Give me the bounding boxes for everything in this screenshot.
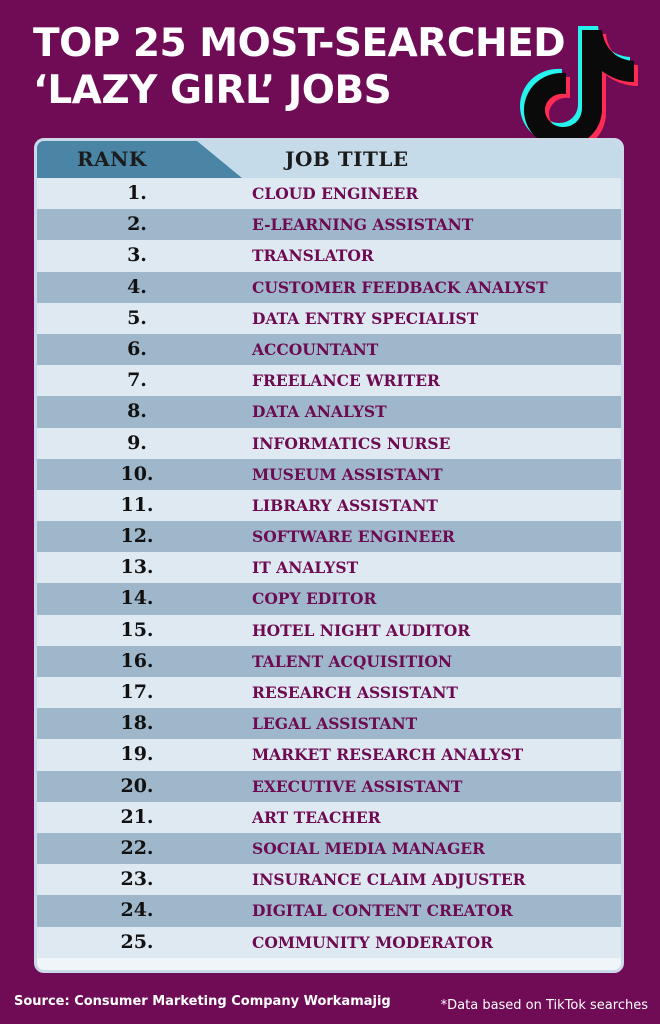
table-row — [37, 802, 621, 833]
rank-cell: 10. — [120, 462, 154, 485]
table-row — [37, 615, 621, 646]
rank-cell: 15. — [120, 618, 154, 641]
job-title-column-header: JOB TITLE — [285, 147, 409, 171]
rank-cell: 25. — [120, 930, 154, 953]
rank-cell: 7. — [127, 369, 147, 392]
job-title-cell: EXECUTIVE ASSISTANT — [252, 776, 463, 796]
table-row — [37, 459, 621, 490]
job-title-cell: INFORMATICS NURSE — [252, 433, 451, 453]
rank-column-header: RANK — [77, 147, 147, 171]
job-title-cell: FREELANCE WRITER — [252, 371, 440, 391]
job-title-cell: CUSTOMER FEEDBACK ANALYST — [252, 277, 548, 297]
job-title-cell: COMMUNITY MODERATOR — [252, 932, 493, 952]
rank-cell: 6. — [127, 337, 147, 360]
table-row — [37, 396, 621, 427]
table-row — [37, 428, 621, 459]
table-body — [37, 178, 621, 958]
rank-cell: 21. — [120, 805, 154, 828]
table-row — [37, 708, 621, 739]
job-title-cell: ACCOUNTANT — [252, 339, 379, 359]
rank-cell: 4. — [127, 275, 147, 298]
job-title-cell: DATA ENTRY SPECIALIST — [252, 308, 479, 328]
job-title-cell: MUSEUM ASSISTANT — [252, 464, 443, 484]
table-row — [37, 365, 621, 396]
table-row — [37, 583, 621, 614]
rank-cell: 9. — [127, 431, 147, 454]
job-title-cell: DATA ANALYST — [252, 402, 387, 422]
job-title-cell: INSURANCE CLAIM ADJUSTER — [252, 870, 526, 890]
job-title-cell: HOTEL NIGHT AUDITOR — [252, 620, 471, 640]
job-title-cell: SOFTWARE ENGINEER — [252, 527, 455, 547]
table-row — [37, 303, 621, 334]
job-title-cell: TRANSLATOR — [252, 246, 374, 266]
table-row — [37, 833, 621, 864]
job-title-cell: COPY EDITOR — [252, 589, 377, 609]
rank-cell: 8. — [127, 400, 147, 423]
rank-cell: 24. — [120, 899, 154, 922]
title-line-1: TOP 25 MOST-SEARCHED — [33, 21, 566, 66]
job-title-cell: IT ANALYST — [252, 558, 359, 578]
job-title-cell: TALENT ACQUISITION — [252, 651, 453, 671]
rank-cell: 2. — [127, 213, 147, 236]
job-title-cell: CLOUD ENGINEER — [252, 184, 419, 203]
table-row — [37, 927, 621, 958]
rank-cell: 11. — [120, 493, 154, 516]
rank-cell: 23. — [120, 868, 154, 891]
job-title-cell: DIGITAL CONTENT CREATOR — [252, 901, 513, 921]
jobs-table — [34, 138, 624, 973]
table-row — [37, 334, 621, 365]
rank-cell: 14. — [120, 587, 154, 610]
rank-cell: 3. — [127, 244, 147, 267]
table-row — [37, 209, 621, 240]
table-row — [37, 771, 621, 802]
job-title-cell: E-LEARNING ASSISTANT — [252, 215, 474, 235]
page-title — [33, 20, 593, 114]
rank-cell: 19. — [120, 743, 154, 766]
table-row — [37, 552, 621, 583]
job-title-cell: MARKET RESEARCH ANALYST — [252, 745, 524, 765]
table-row — [37, 178, 621, 209]
rank-cell: 18. — [120, 712, 154, 735]
table-row — [37, 490, 621, 521]
rank-cell: 17. — [120, 681, 154, 703]
table-row — [37, 240, 621, 271]
job-title-cell: LEGAL ASSISTANT — [252, 714, 418, 734]
job-title-cell: ART TEACHER — [252, 807, 381, 827]
rank-cell: 13. — [120, 556, 154, 579]
table-row — [37, 864, 621, 895]
table-row — [37, 521, 621, 552]
rank-cell: 5. — [127, 306, 147, 329]
job-title-cell: RESEARCH ASSISTANT — [252, 683, 458, 702]
rank-cell: 20. — [120, 774, 154, 797]
rank-cell: 22. — [120, 836, 154, 859]
job-title-cell: SOCIAL MEDIA MANAGER — [252, 838, 485, 858]
rank-cell: 1. — [127, 182, 147, 204]
rank-cell: 16. — [120, 649, 154, 672]
data-footnote: *Data based on TikTok searches — [440, 998, 648, 1013]
source-credit: Source: Consumer Marketing Company Workamajig — [14, 994, 391, 1009]
table-header — [37, 141, 621, 178]
table-row — [37, 646, 621, 677]
table-row — [37, 895, 621, 926]
title-line-2: ‘LAZY GIRL’ JOBS — [33, 68, 392, 113]
table-row — [37, 272, 621, 303]
table-row — [37, 677, 621, 708]
rank-cell: 12. — [120, 525, 154, 548]
table-row — [37, 739, 621, 770]
tiktok-logo-icon — [520, 22, 644, 152]
job-title-cell: LIBRARY ASSISTANT — [252, 495, 438, 515]
